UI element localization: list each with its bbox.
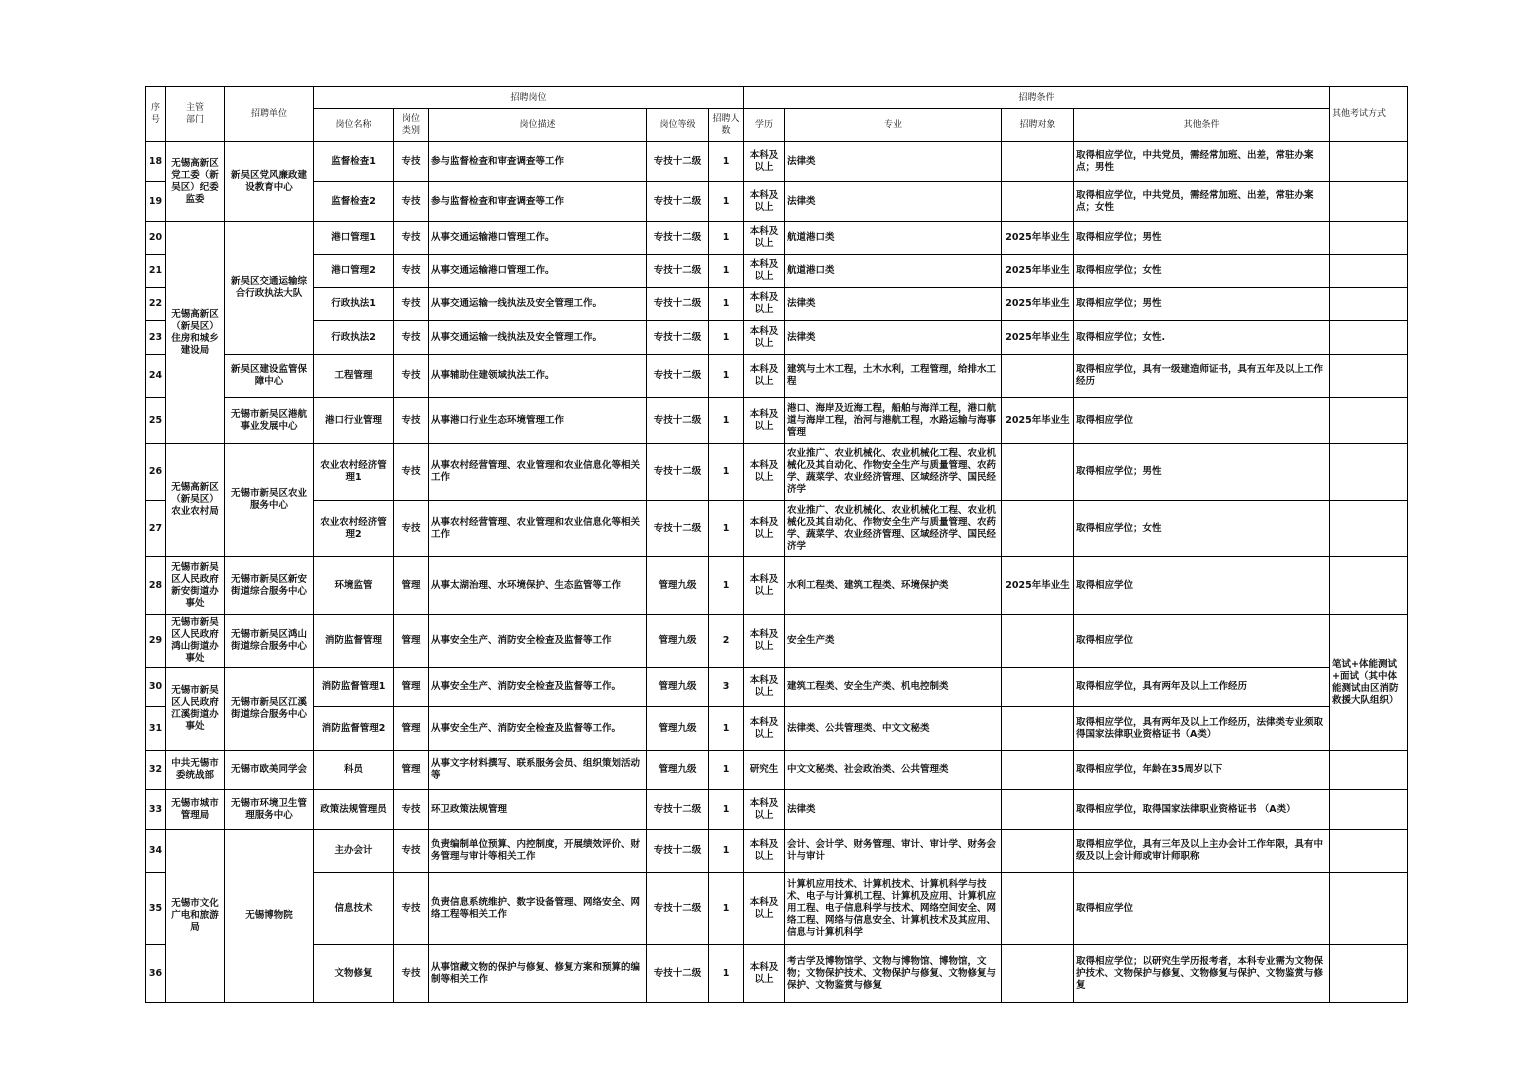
major-cell: 农业推广、农业机械化、农业机械化工程、农业机械化及其自动化、作物安全生产与质量管理、农药学、蔬菜学、农业经济管理、区域经济学、国民经济学 xyxy=(785,501,1002,557)
target-cell xyxy=(1002,707,1074,751)
post-type-cell: 专技 xyxy=(394,398,429,444)
post-type-cell: 管理 xyxy=(394,615,429,668)
post-description-cell: 从事文字材料撰写、联系服务会员、组织策划活动等 xyxy=(429,751,647,790)
major-cell: 法律类 xyxy=(785,288,1002,321)
serial-number-cell: 32 xyxy=(146,751,166,790)
major-cell: 会计、会计学、财务管理、审计、审计学、财务会计与审计 xyxy=(785,830,1002,873)
serial-number-cell: 25 xyxy=(146,398,166,444)
post-level-cell: 专技十二级 xyxy=(647,355,709,398)
serial-number-cell: 24 xyxy=(146,355,166,398)
serial-number-cell: 22 xyxy=(146,288,166,321)
post-type-cell: 专技 xyxy=(394,142,429,182)
condition-group-header: 招聘条件 xyxy=(744,87,1330,109)
target-cell: 2025年毕业生 xyxy=(1002,321,1074,355)
table-row xyxy=(146,288,1408,321)
serial-number-cell: 36 xyxy=(146,945,166,1003)
post-name-header: 岗位名称 xyxy=(314,109,394,142)
education-cell: 本科及以上 xyxy=(744,873,785,945)
header-row xyxy=(146,109,1408,142)
post-description-cell: 从事安全生产、消防安全检查及监督等工作。 xyxy=(429,668,647,707)
serial-number-cell: 26 xyxy=(146,444,166,501)
post-level-cell: 管理九级 xyxy=(647,557,709,615)
serial-number-cell: 30 xyxy=(146,668,166,707)
department-cell: 无锡市新吴区人民政府鸿山街道办事处 xyxy=(166,615,225,668)
serial-number-cell: 31 xyxy=(146,707,166,751)
serial-number-cell: 34 xyxy=(146,830,166,873)
post-level-cell: 专技十二级 xyxy=(647,288,709,321)
post-name-cell: 消防监督管理 xyxy=(314,615,394,668)
other-conditions-cell: 取得相应学位；以研究生学历报考者，本科专业需为文物保护技术、文物保护与修复、文物修复与保护、文物鉴赏与修复 xyxy=(1074,945,1330,1003)
post-name-cell: 文物修复 xyxy=(314,945,394,1003)
recruit-count-cell: 3 xyxy=(709,668,744,707)
post-level-cell: 专技十二级 xyxy=(647,830,709,873)
other-conditions-cell: 取得相应学位；男性 xyxy=(1074,222,1330,255)
serial-number-cell: 33 xyxy=(146,790,166,830)
table-row xyxy=(146,444,1408,501)
target-cell xyxy=(1002,790,1074,830)
other-exam-method-cell xyxy=(1330,873,1408,945)
post-name-cell: 环境监管 xyxy=(314,557,394,615)
post-level-cell: 专技十二级 xyxy=(647,142,709,182)
post-description-cell: 从事辅助住建领域执法工作。 xyxy=(429,355,647,398)
other-exam-method-cell xyxy=(1330,255,1408,288)
post-description-cell: 参与监督检查和审查调查等工作 xyxy=(429,182,647,222)
post-name-cell: 工程管理 xyxy=(314,355,394,398)
post-type-cell: 管理 xyxy=(394,557,429,615)
other-exam-method-cell xyxy=(1330,321,1408,355)
other-exam-method-cell xyxy=(1330,557,1408,615)
table-row xyxy=(146,182,1408,222)
other-conditions-cell: 取得相应学位，具有两年及以上工作经历，法律类专业须取得国家法律职业资格证书（A类） xyxy=(1074,707,1330,751)
recruit-count-header: 招聘人数 xyxy=(709,109,744,142)
recruit-count-cell: 1 xyxy=(709,751,744,790)
unit-cell: 无锡博物院 xyxy=(225,830,314,1003)
other-exam-method-cell xyxy=(1330,222,1408,255)
other-conditions-cell: 取得相应学位 xyxy=(1074,873,1330,945)
table-row xyxy=(146,321,1408,355)
education-cell: 本科及以上 xyxy=(744,182,785,222)
target-cell: 2025年毕业生 xyxy=(1002,222,1074,255)
serial-number-cell: 19 xyxy=(146,182,166,222)
education-cell: 本科及以上 xyxy=(744,142,785,182)
recruit-count-cell: 1 xyxy=(709,790,744,830)
target-cell xyxy=(1002,501,1074,557)
post-level-cell: 专技十二级 xyxy=(647,501,709,557)
post-description-cell: 从事交通运输港口管理工作。 xyxy=(429,255,647,288)
unit-cell: 无锡市环境卫生管理服务中心 xyxy=(225,790,314,830)
major-cell: 法律类 xyxy=(785,321,1002,355)
post-description-cell: 从事安全生产、消防安全检查及监督等工作 xyxy=(429,615,647,668)
table-row xyxy=(146,830,1408,873)
post-description-cell: 从事安全生产、消防安全检查及监督等工作。 xyxy=(429,707,647,751)
post-type-cell: 专技 xyxy=(394,321,429,355)
serial-number-cell: 18 xyxy=(146,142,166,182)
target-cell: 2025年毕业生 xyxy=(1002,398,1074,444)
other-conditions-cell: 取得相应学位，具有一级建造师证书，具有五年及以上工作经历 xyxy=(1074,355,1330,398)
unit-header: 招聘单位 xyxy=(225,87,314,142)
serial-number-header: 序号 xyxy=(146,87,166,142)
department-cell: 无锡市文化广电和旅游局 xyxy=(166,830,225,1003)
table-row xyxy=(146,668,1408,707)
department-header xyxy=(166,87,225,142)
recruit-count-cell: 1 xyxy=(709,355,744,398)
education-cell: 本科及以上 xyxy=(744,255,785,288)
serial-number-cell: 27 xyxy=(146,501,166,557)
target-cell xyxy=(1002,444,1074,501)
unit-cell: 新吴区建设监管保障中心 xyxy=(225,355,314,398)
serial-number-cell: 23 xyxy=(146,321,166,355)
post-group-header: 招聘岗位 xyxy=(314,87,744,109)
other-exam-header: 其他考试方式 xyxy=(1330,87,1408,142)
post-type-cell: 管理 xyxy=(394,707,429,751)
serial-number-cell: 35 xyxy=(146,873,166,945)
post-name-cell: 监督检查2 xyxy=(314,182,394,222)
major-cell: 航道港口类 xyxy=(785,255,1002,288)
recruit-count-cell: 1 xyxy=(709,142,744,182)
other-conditions-cell: 取得相应学位，具有两年及以上工作经历 xyxy=(1074,668,1330,707)
serial-number-cell: 20 xyxy=(146,222,166,255)
post-name-cell: 政策法规管理员 xyxy=(314,790,394,830)
table-row xyxy=(146,398,1408,444)
other-exam-method-cell xyxy=(1330,830,1408,873)
post-name-cell: 信息技术 xyxy=(314,873,394,945)
major-cell: 建筑工程类、安全生产类、机电控制类 xyxy=(785,668,1002,707)
post-level-header: 岗位等级 xyxy=(647,109,709,142)
department-cell: 无锡市新吴区人民政府新安街道办事处 xyxy=(166,557,225,615)
post-level-cell: 专技十二级 xyxy=(647,321,709,355)
post-level-cell: 专技十二级 xyxy=(647,945,709,1003)
major-cell: 考古学及博物馆学、文物与博物馆、博物馆，文物；文物保护技术、文物保护与修复、文物修复与保护、文物鉴赏与修复 xyxy=(785,945,1002,1003)
post-level-cell: 专技十二级 xyxy=(647,790,709,830)
other-conditions-cell: 取得相应学位；女性. xyxy=(1074,321,1330,355)
post-type-cell: 专技 xyxy=(394,355,429,398)
post-type-header-label: 岗位类别 xyxy=(401,114,420,136)
recruit-count-cell: 1 xyxy=(709,398,744,444)
other-conditions-cell: 取得相应学位，中共党员，需经常加班、出差，常驻办案点；女性 xyxy=(1074,182,1330,222)
education-cell: 本科及以上 xyxy=(744,615,785,668)
other-conditions-cell: 取得相应学位 xyxy=(1074,615,1330,668)
education-cell: 本科及以上 xyxy=(744,830,785,873)
other-exam-method-cell xyxy=(1330,790,1408,830)
other-conditions-cell: 取得相应学位，年龄在35周岁以下 xyxy=(1074,751,1330,790)
other-exam-method-cell xyxy=(1330,751,1408,790)
serial-number-cell: 28 xyxy=(146,557,166,615)
department-cell: 无锡高新区党工委（新吴区）纪委监委 xyxy=(166,142,225,222)
other-conditions-cell: 取得相应学位；女性 xyxy=(1074,501,1330,557)
post-level-cell: 专技十二级 xyxy=(647,444,709,501)
post-name-cell: 港口行业管理 xyxy=(314,398,394,444)
recruit-count-cell: 1 xyxy=(709,444,744,501)
post-type-cell: 专技 xyxy=(394,222,429,255)
target-cell: 2025年毕业生 xyxy=(1002,557,1074,615)
post-type-cell: 专技 xyxy=(394,790,429,830)
target-cell xyxy=(1002,615,1074,668)
table-row xyxy=(146,557,1408,615)
post-type-cell: 专技 xyxy=(394,288,429,321)
other-conditions-cell: 取得相应学位；女性 xyxy=(1074,255,1330,288)
other-exam-method-cell xyxy=(1330,501,1408,557)
target-cell xyxy=(1002,945,1074,1003)
unit-cell: 新吴区交通运输综合行政执法大队 xyxy=(225,222,314,355)
education-cell: 本科及以上 xyxy=(744,288,785,321)
table-row xyxy=(146,873,1408,945)
education-cell: 本科及以上 xyxy=(744,668,785,707)
recruit-count-cell: 1 xyxy=(709,321,744,355)
department-header-label: 主管部门 xyxy=(185,103,204,125)
major-cell: 法律类 xyxy=(785,142,1002,182)
department-cell: 无锡市城市管理局 xyxy=(166,790,225,830)
table-row xyxy=(146,355,1408,398)
post-level-cell: 管理九级 xyxy=(647,751,709,790)
post-level-cell: 专技十二级 xyxy=(647,222,709,255)
post-type-cell: 专技 xyxy=(394,945,429,1003)
major-header: 专业 xyxy=(785,109,1002,142)
recruit-count-cell: 1 xyxy=(709,288,744,321)
table-row xyxy=(146,615,1408,668)
education-cell: 本科及以上 xyxy=(744,398,785,444)
post-type-cell: 专技 xyxy=(394,501,429,557)
post-level-cell: 专技十二级 xyxy=(647,182,709,222)
post-description-cell: 从事港口行业生态环境管理工作 xyxy=(429,398,647,444)
other-exam-method-cell xyxy=(1330,142,1408,182)
education-cell: 本科及以上 xyxy=(744,444,785,501)
department-cell: 中共无锡市委统战部 xyxy=(166,751,225,790)
post-description-cell: 从事交通运输一线执法及安全管理工作。 xyxy=(429,321,647,355)
post-name-cell: 行政执法2 xyxy=(314,321,394,355)
header-row xyxy=(146,87,1408,109)
education-cell: 本科及以上 xyxy=(744,945,785,1003)
other-conditions-cell: 取得相应学位 xyxy=(1074,398,1330,444)
education-cell: 研究生 xyxy=(744,751,785,790)
post-name-cell: 科员 xyxy=(314,751,394,790)
other-conditions-header: 其他条件 xyxy=(1074,109,1330,142)
education-cell: 本科及以上 xyxy=(744,321,785,355)
target-cell xyxy=(1002,355,1074,398)
major-cell: 安全生产类 xyxy=(785,615,1002,668)
post-level-cell: 专技十二级 xyxy=(647,873,709,945)
major-cell: 中文文秘类、社会政治类、公共管理类 xyxy=(785,751,1002,790)
target-cell xyxy=(1002,751,1074,790)
post-name-cell: 监督检查1 xyxy=(314,142,394,182)
table-row xyxy=(146,142,1408,182)
post-level-cell: 专技十二级 xyxy=(647,255,709,288)
other-exam-method-cell xyxy=(1330,945,1408,1003)
unit-cell: 无锡市新吴区港航事业发展中心 xyxy=(225,398,314,444)
post-level-cell: 管理九级 xyxy=(647,707,709,751)
department-cell: 无锡高新区（新吴区）住房和城乡建设局 xyxy=(166,222,225,444)
recruit-count-cell: 1 xyxy=(709,707,744,751)
unit-cell: 无锡市新吴区鸿山街道综合服务中心 xyxy=(225,615,314,668)
other-conditions-cell: 取得相应学位 xyxy=(1074,557,1330,615)
table-row xyxy=(146,501,1408,557)
unit-cell: 无锡市新吴区新安街道综合服务中心 xyxy=(225,557,314,615)
other-exam-method-cell xyxy=(1330,355,1408,398)
education-cell: 本科及以上 xyxy=(744,557,785,615)
post-description-cell: 环卫政策法规管理 xyxy=(429,790,647,830)
other-conditions-cell: 取得相应学位；男性 xyxy=(1074,444,1330,501)
major-cell: 农业推广、农业机械化、农业机械化工程、农业机械化及其自动化、作物安全生产与质量管理、农药学、蔬菜学、农业经济管理、区域经济学、国民经济学 xyxy=(785,444,1002,501)
recruit-count-cell: 1 xyxy=(709,830,744,873)
education-cell: 本科及以上 xyxy=(744,222,785,255)
other-conditions-cell: 取得相应学位，取得国家法律职业资格证书 （A类） xyxy=(1074,790,1330,830)
target-cell: 2025年毕业生 xyxy=(1002,288,1074,321)
post-name-cell: 农业农村经济管理2 xyxy=(314,501,394,557)
post-name-cell: 消防监督管理1 xyxy=(314,668,394,707)
other-conditions-cell: 取得相应学位；男性 xyxy=(1074,288,1330,321)
post-name-cell: 主办会计 xyxy=(314,830,394,873)
post-name-cell: 港口管理1 xyxy=(314,222,394,255)
table-row xyxy=(146,255,1408,288)
recruit-count-cell: 1 xyxy=(709,945,744,1003)
major-cell: 计算机应用技术、计算机技术、计算机科学与技术、电子与计算机工程、计算机及应用、计算机应用工程、电子信息科学与技术、网络空间安全、网络工程、网络与信息安全、计算机技术及其应用、信息与计算机科学 xyxy=(785,873,1002,945)
department-cell: 无锡市新吴区人民政府江溪街道办事处 xyxy=(166,668,225,751)
post-description-cell: 从事交通运输港口管理工作。 xyxy=(429,222,647,255)
unit-cell: 无锡市新吴区江溪街道综合服务中心 xyxy=(225,668,314,751)
recruit-count-cell: 1 xyxy=(709,182,744,222)
recruit-count-cell: 1 xyxy=(709,222,744,255)
unit-cell: 新吴区党风廉政建设教育中心 xyxy=(225,142,314,222)
recruit-count-cell: 2 xyxy=(709,615,744,668)
post-description-cell: 从事交通运输一线执法及安全管理工作。 xyxy=(429,288,647,321)
serial-number-cell: 29 xyxy=(146,615,166,668)
post-description-cell: 负责信息系统维护、数字设备管理、网络安全、网络工程等相关工作 xyxy=(429,873,647,945)
education-cell: 本科及以上 xyxy=(744,707,785,751)
other-exam-method-cell xyxy=(1330,398,1408,444)
unit-cell: 无锡市新吴区农业服务中心 xyxy=(225,444,314,557)
table-row xyxy=(146,751,1408,790)
major-cell: 港口、海岸及近海工程，船舶与海洋工程，港口航道与海岸工程，治河与港航工程，水路运输与海事管理 xyxy=(785,398,1002,444)
target-cell xyxy=(1002,873,1074,945)
recruit-count-cell: 1 xyxy=(709,873,744,945)
table-row xyxy=(146,707,1408,751)
major-cell: 建筑与土木工程，土木水利，工程管理，给排水工程 xyxy=(785,355,1002,398)
education-cell: 本科及以上 xyxy=(744,790,785,830)
post-description-cell: 负责编制单位预算、内控制度，开展绩效评价、财务管理与审计等相关工作 xyxy=(429,830,647,873)
post-description-cell: 从事农村经营管理、农业管理和农业信息化等相关工作 xyxy=(429,501,647,557)
post-type-cell: 专技 xyxy=(394,182,429,222)
recruit-count-cell: 1 xyxy=(709,501,744,557)
major-cell: 水利工程类、建筑工程类、环境保护类 xyxy=(785,557,1002,615)
education-cell: 本科及以上 xyxy=(744,355,785,398)
recruitment-table xyxy=(145,86,1408,1003)
post-name-cell: 农业农村经济管理1 xyxy=(314,444,394,501)
table-row xyxy=(146,222,1408,255)
post-name-cell: 港口管理2 xyxy=(314,255,394,288)
post-name-cell: 消防监督管理2 xyxy=(314,707,394,751)
post-description-header: 岗位描述 xyxy=(429,109,647,142)
post-type-cell: 专技 xyxy=(394,255,429,288)
post-name-cell: 行政执法1 xyxy=(314,288,394,321)
unit-cell: 无锡市欧美同学会 xyxy=(225,751,314,790)
target-cell xyxy=(1002,830,1074,873)
major-cell: 法律类、公共管理类、中文文秘类 xyxy=(785,707,1002,751)
post-level-cell: 专技十二级 xyxy=(647,398,709,444)
other-exam-method-cell: 笔试+体能测试+面试（其中体能测试由区消防救援大队组织） xyxy=(1330,615,1408,751)
other-exam-method-cell xyxy=(1330,444,1408,501)
post-type-cell: 管理 xyxy=(394,668,429,707)
department-cell: 无锡高新区（新吴区）农业农村局 xyxy=(166,444,225,557)
target-cell xyxy=(1002,182,1074,222)
serial-number-cell: 21 xyxy=(146,255,166,288)
education-cell: 本科及以上 xyxy=(744,501,785,557)
post-description-cell: 参与监督检查和审查调查等工作 xyxy=(429,142,647,182)
target-header: 招聘对象 xyxy=(1002,109,1074,142)
post-level-cell: 管理九级 xyxy=(647,615,709,668)
post-type-cell: 专技 xyxy=(394,873,429,945)
major-cell: 航道港口类 xyxy=(785,222,1002,255)
post-level-cell: 管理九级 xyxy=(647,668,709,707)
post-description-cell: 从事农村经营管理、农业管理和农业信息化等相关工作 xyxy=(429,444,647,501)
recruit-count-cell: 1 xyxy=(709,557,744,615)
post-type-cell: 管理 xyxy=(394,751,429,790)
post-description-cell: 从事馆藏文物的保护与修复、修复方案和预算的编制等相关工作 xyxy=(429,945,647,1003)
post-description-cell: 从事太湖治理、水环境保护、生态监管等工作 xyxy=(429,557,647,615)
other-exam-method-cell xyxy=(1330,288,1408,321)
table-row xyxy=(146,790,1408,830)
other-conditions-cell: 取得相应学位，中共党员，需经常加班、出差，常驻办案点；男性 xyxy=(1074,142,1330,182)
other-exam-method-cell xyxy=(1330,182,1408,222)
major-cell: 法律类 xyxy=(785,182,1002,222)
post-type-cell: 专技 xyxy=(394,830,429,873)
target-cell xyxy=(1002,142,1074,182)
other-conditions-cell: 取得相应学位，具有三年及以上主办会计工作年限，具有中级及以上会计师或审计师职称 xyxy=(1074,830,1330,873)
target-cell: 2025年毕业生 xyxy=(1002,255,1074,288)
post-type-cell: 专技 xyxy=(394,444,429,501)
education-header: 学历 xyxy=(744,109,785,142)
table-row xyxy=(146,945,1408,1003)
major-cell: 法律类 xyxy=(785,790,1002,830)
post-type-header xyxy=(394,109,429,142)
target-cell xyxy=(1002,668,1074,707)
recruit-count-cell: 1 xyxy=(709,255,744,288)
